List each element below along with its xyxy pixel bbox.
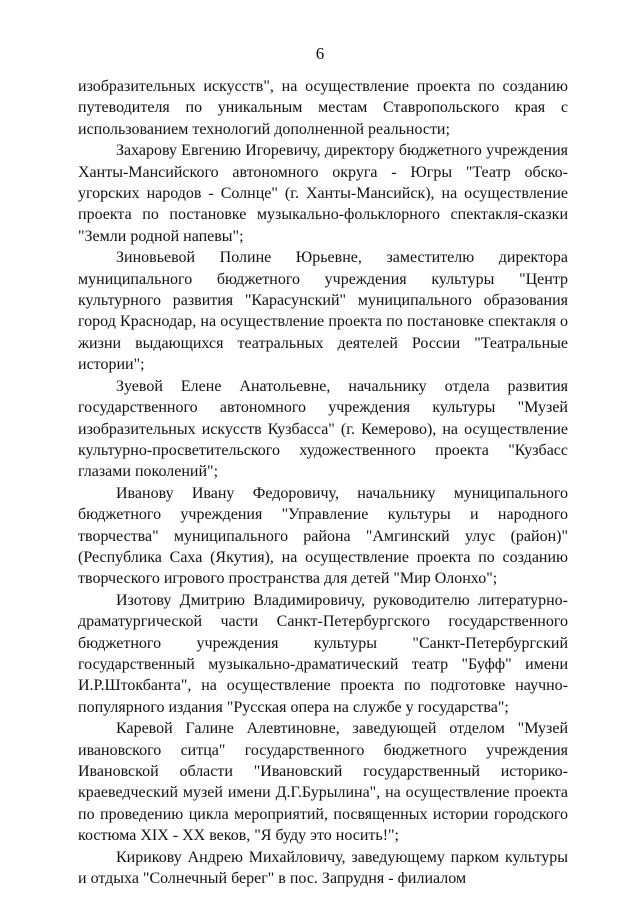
paragraph-kirikov: Кирикову Андрею Михайловичу, заведующему парком культуры и отдыха "Солнечный берег" в пос. Запрудня - филиалом (78, 848, 568, 888)
paragraph-zakharov: Захарову Евгению Игоревичу, директору бюджетного учреждения Ханты-Мансийского автономного округа - Югры "Театр обско-угорских народов - Солнце" (г. Ханты-Мансийск), на осуществление проекта по постановке музыкально-фольклорного спектакля-сказки "Земли родной напевы"; (78, 142, 568, 245)
paragraph-zinovyeva: Зиновьевой Полине Юрьевне, заместителю директора муниципального бюджетного учреждения культуры "Центр культурного развития "Карасунский" муниципального образования город Краснодар, на осуществление проекта по постановке спектакля о жизни выдающихся театральных деятелей России "Театральные истории"; (78, 249, 568, 374)
document-body (78, 76, 568, 889)
paragraph-ivanov: Иванову Ивану Федоровичу, начальнику муниципального бюджетного учреждения "Управление культуры и народного творчества" муниципального района "Амгинский улус (район)" (Республика Саха (Якутия), на осуществление проекта по созданию творческого игрового пространства для детей "Мир Олонхо"; (78, 484, 568, 588)
paragraph-izotov: Изотову Дмитрию Владимировичу, руководителю литературно-драматургической части Санкт-Петербургского государственного бюджетного учреждения культуры "Санкт-Петербургский государственный музыкально-драматический театр "Буфф" имени И.Р.Штокбанта", на осуществление проекта по подготовке научно-популярного издания "Русская опера на службе у государства"; (78, 591, 568, 716)
page-number: 6 (315, 44, 325, 63)
paragraph-zueva: Зуевой Елене Анатольевне, начальнику отдела развития государственного автономного учреждения культуры "Музей изобразительных искусств Кузбасса" (г. Кемерово), на осуществление культурно-просветительского художественного проекта "Кузбасс глазами поколений"; (78, 377, 568, 481)
paragraph-continuation: изобразительных искусств", на осуществление проекта по созданию путеводителя по уникальным местам Ставропольского края с использованием технологий дополненной реальности; (78, 78, 568, 138)
paragraph-kareva: Каревой Галине Алевтиновне, заведующей отделом "Музей ивановского ситца" государственного бюджетного учреждения Ивановской области "Ивановский государственный историко-краеведческий музей имени Д.Г.Бурылина", на осуществление проекта по проведению цикла мероприятий, посвященных истории городского костюма XIX - XX веков, "Я буду это носить!"; (78, 720, 568, 845)
